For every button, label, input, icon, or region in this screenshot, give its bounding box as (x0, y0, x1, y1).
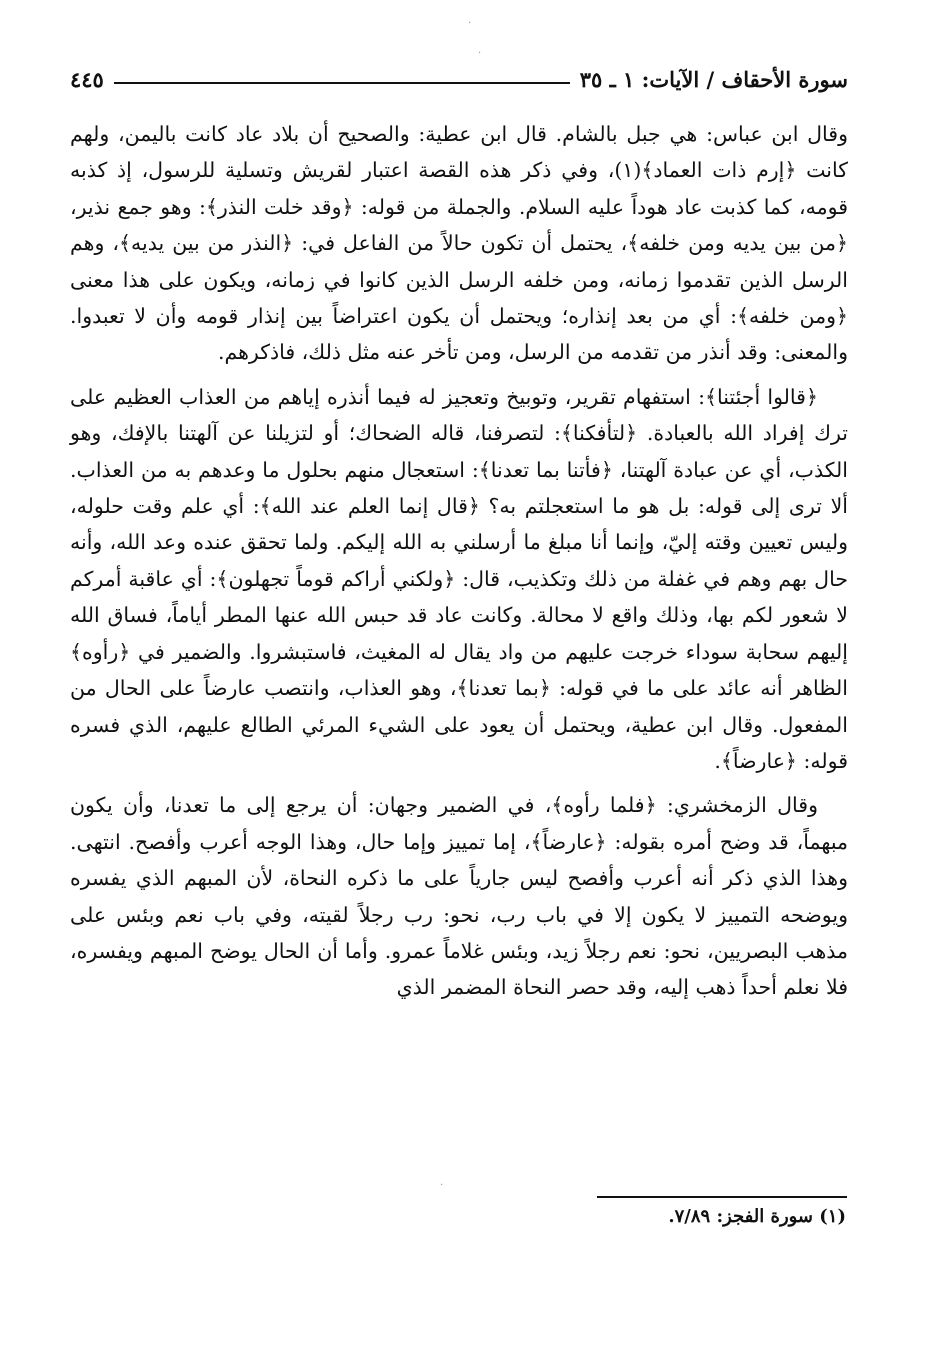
header-rule (114, 82, 570, 84)
page-number: ٤٤٥ (70, 67, 104, 92)
book-page (70, 58, 848, 1006)
footnote: (١) سورة الفجز: ٧/٨٩. (668, 1206, 846, 1227)
paragraph-1 (70, 116, 848, 371)
paragraph-3 (70, 787, 848, 1005)
scan-speck: · (478, 48, 482, 59)
surah-title: سورة الأحقاف / الآيات: ١ ـ ٣٥ (579, 67, 848, 92)
footnote-separator (597, 1196, 847, 1198)
paragraph-2-text: ﴿قالوا أجئتنا﴾: استفهام تقرير، وتوبيخ وتعجيز له فيما أنذره إياهم من العذاب العظيم على ترك إفراد الله بالعبادة. ﴿لتأفكنا﴾: لتصرفنا، قاله الضحاك؛ أو لتزيلنا عن آلهتنا بالإفك، وهو الكذب، أي عن عبادة آلهتنا، ﴿فأتنا بما تعدنا﴾: استعجال منهم بحلول ما وعدهم به من العذاب. ألا ترى إلى قوله: بل هو ما استعجلتم به؟ ﴿قال إنما العلم عند الله﴾: أي علم وقت حلوله، وليس تعيين وقته إليّ، وإنما أنا مبلغ ما أرسلني به الله إليكم. ولما تحقق عنده وعد الله، وأنه حال بهم وهم في غفلة من ذلك وتكذيب، قال: ﴿ولكني أراكم قوماً تجهلون﴾: أي عاقبة أمركم لا شعور لكم بها، وذلك واقع لا محالة. وكانت عاد قد حبس الله عنها المطر أياماً، فساق الله إليهم سحابة سوداء خرجت عليهم من واد يقال له المغيث، فاستبشروا. والضمير في ﴿رأوه﴾ الظاهر أنه عائد على ما في قوله: ﴿بما تعدنا﴾، وهو العذاب، وانتصب عارضاً على الحال من المفعول. وقال ابن عطية، ويحتمل أن يعود على الشيء المرئي الطالع عليهم، الذي فسره قوله: ﴿عارضاً﴾. (70, 384, 848, 773)
paragraph-3-text: وقال الزمخشري: ﴿فلما رأوه﴾، في الضمير وجهان: أن يرجع إلى ما تعدنا، وأن يكون مبهماً، قد وضح أمره بقوله: ﴿عارضاً﴾، إما تمييز وإما حال، وهذا الوجه أعرب وأفصح. انتهى. وهذا الذي ذكر أنه أعرب وأفصح ليس جارياً على ما ذكره النحاة، لأن المبهم الذي يفسره ويوضحه التمييز لا يكون إلا في باب رب، نحو: رب رجلاً لقيته، وفي باب نعم وبئس على مذهب البصريين، نحو: نعم رجلاً زيد، وبئس غلاماً عمرو. وأما أن الحال يوضح المبهم ويفسره، فلا نعلم أحداً ذهب إليه، وقد حصر النحاة المضمر الذي (70, 793, 848, 1000)
paragraph-1-text: وقال ابن عباس: هي جبل بالشام. قال ابن عطية: والصحيح أن بلاد عاد كانت باليمن، ولهم كانت ﴿إرم ذات العماد﴾(١)، وفي ذكر هذه القصة اعتبار لقريش وتسلية للرسول، إذ كذبه قومه، كما كذبت عاد هوداً عليه السلام. والجملة من قوله: ﴿وقد خلت النذر﴾: وهو جمع نذير، ﴿من بين يديه ومن خلفه﴾، يحتمل أن تكون حالاً من الفاعل في: ﴿النذر من بين يديه﴾، وهم الرسل الذين تقدموا زمانه، ومن خلفه الرسل الذين كانوا في زمانه، ويكون على هذا معنى ﴿ومن خلفه﴾: أي من بعد إنذاره؛ ويحتمل أن يكون اعتراضاً بين إنذار قومه وأن لا تعبدوا. والمعنى: وقد أنذر من تقدمه من الرسل، ومن تأخر عنه مثل ذلك، فاذكرهم. (70, 122, 848, 365)
running-header (70, 58, 848, 92)
scan-speck: · (440, 1180, 444, 1191)
scan-speck: · (468, 18, 472, 29)
paragraph-2 (70, 379, 848, 779)
